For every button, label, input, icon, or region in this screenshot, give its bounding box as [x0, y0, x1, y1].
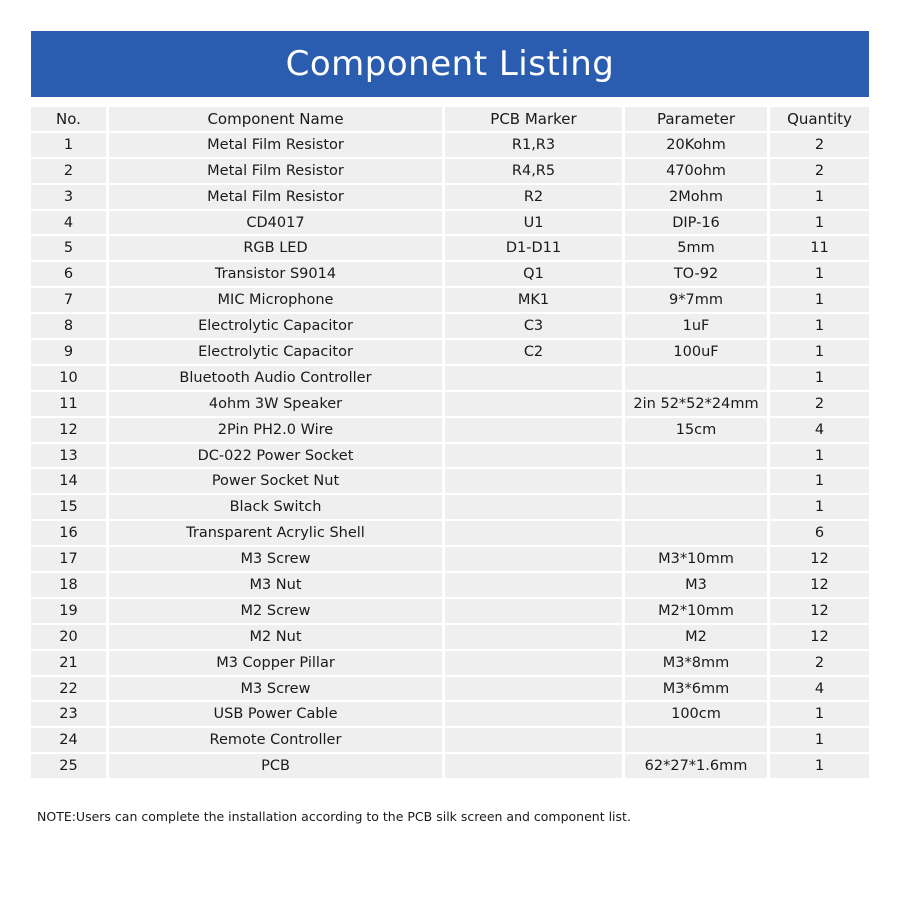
cell-component-name: M2 Nut [109, 625, 442, 649]
cell-pcb-marker [445, 547, 622, 571]
cell-parameter: 5mm [625, 236, 767, 260]
cell-parameter [625, 521, 767, 545]
cell-component-name: CD4017 [109, 211, 442, 235]
cell-component-name: Metal Film Resistor [109, 133, 442, 157]
cell-pcb-marker [445, 495, 622, 519]
table-row [31, 702, 869, 726]
cell-no: 25 [31, 754, 106, 778]
cell-parameter: M3*8mm [625, 651, 767, 675]
cell-pcb-marker [445, 392, 622, 416]
table-row [31, 469, 869, 493]
cell-quantity: 1 [770, 754, 869, 778]
table-row [31, 573, 869, 597]
table-row [31, 185, 869, 209]
cell-pcb-marker: C2 [445, 340, 622, 364]
cell-no: 19 [31, 599, 106, 623]
cell-quantity: 2 [770, 392, 869, 416]
cell-pcb-marker [445, 702, 622, 726]
cell-component-name: Transistor S9014 [109, 262, 442, 286]
cell-pcb-marker [445, 521, 622, 545]
page-title: Component Listing [285, 44, 615, 84]
cell-no: 17 [31, 547, 106, 571]
cell-quantity: 1 [770, 314, 869, 338]
cell-pcb-marker [445, 469, 622, 493]
cell-pcb-marker: U1 [445, 211, 622, 235]
cell-quantity: 1 [770, 211, 869, 235]
cell-pcb-marker [445, 728, 622, 752]
cell-component-name: M3 Copper Pillar [109, 651, 442, 675]
cell-quantity: 1 [770, 262, 869, 286]
cell-no: 2 [31, 159, 106, 183]
cell-no: 10 [31, 366, 106, 390]
header-quantity: Quantity [770, 107, 869, 131]
cell-parameter [625, 444, 767, 468]
cell-parameter: M2 [625, 625, 767, 649]
cell-parameter: 100cm [625, 702, 767, 726]
cell-quantity: 12 [770, 547, 869, 571]
table-header-row [31, 107, 869, 131]
cell-no: 18 [31, 573, 106, 597]
cell-parameter: 470ohm [625, 159, 767, 183]
cell-component-name: MIC Microphone [109, 288, 442, 312]
cell-component-name: Transparent Acrylic Shell [109, 521, 442, 545]
cell-pcb-marker: Q1 [445, 262, 622, 286]
table-row [31, 625, 869, 649]
cell-component-name: Bluetooth Audio Controller [109, 366, 442, 390]
cell-quantity: 1 [770, 728, 869, 752]
table-row [31, 651, 869, 675]
cell-quantity: 1 [770, 288, 869, 312]
cell-quantity: 2 [770, 133, 869, 157]
cell-quantity: 12 [770, 625, 869, 649]
cell-no: 8 [31, 314, 106, 338]
cell-component-name: Electrolytic Capacitor [109, 340, 442, 364]
table-row [31, 418, 869, 442]
cell-pcb-marker: D1-D11 [445, 236, 622, 260]
table-row [31, 159, 869, 183]
cell-pcb-marker: R1,R3 [445, 133, 622, 157]
table-row [31, 547, 869, 571]
cell-no: 11 [31, 392, 106, 416]
cell-component-name: PCB [109, 754, 442, 778]
table-row [31, 754, 869, 778]
cell-pcb-marker [445, 366, 622, 390]
cell-parameter: M3*10mm [625, 547, 767, 571]
table-row [31, 599, 869, 623]
cell-no: 9 [31, 340, 106, 364]
cell-no: 24 [31, 728, 106, 752]
table-row [31, 677, 869, 701]
cell-component-name: M3 Screw [109, 677, 442, 701]
cell-component-name: Black Switch [109, 495, 442, 519]
cell-pcb-marker [445, 754, 622, 778]
component-table [31, 107, 869, 780]
cell-parameter: 2in 52*52*24mm [625, 392, 767, 416]
cell-parameter [625, 495, 767, 519]
cell-quantity: 4 [770, 418, 869, 442]
header-parameter: Parameter [625, 107, 767, 131]
cell-component-name: Metal Film Resistor [109, 159, 442, 183]
cell-no: 13 [31, 444, 106, 468]
cell-no: 5 [31, 236, 106, 260]
cell-parameter: M2*10mm [625, 599, 767, 623]
cell-pcb-marker [445, 418, 622, 442]
cell-quantity: 1 [770, 444, 869, 468]
cell-pcb-marker: MK1 [445, 288, 622, 312]
cell-no: 1 [31, 133, 106, 157]
cell-component-name: Remote Controller [109, 728, 442, 752]
table-row [31, 236, 869, 260]
header-no: No. [31, 107, 106, 131]
cell-component-name: Power Socket Nut [109, 469, 442, 493]
cell-no: 15 [31, 495, 106, 519]
cell-quantity: 1 [770, 340, 869, 364]
cell-parameter: 1uF [625, 314, 767, 338]
header-component-name: Component Name [109, 107, 442, 131]
cell-parameter: 20Kohm [625, 133, 767, 157]
cell-pcb-marker [445, 677, 622, 701]
cell-pcb-marker: C3 [445, 314, 622, 338]
cell-parameter [625, 469, 767, 493]
table-row [31, 211, 869, 235]
header-pcb-marker: PCB Marker [445, 107, 622, 131]
cell-quantity: 11 [770, 236, 869, 260]
cell-quantity: 1 [770, 185, 869, 209]
table-row [31, 288, 869, 312]
title-banner [31, 31, 869, 97]
cell-parameter: 15cm [625, 418, 767, 442]
cell-no: 22 [31, 677, 106, 701]
cell-component-name: RGB LED [109, 236, 442, 260]
cell-no: 3 [31, 185, 106, 209]
table-row [31, 521, 869, 545]
cell-component-name: M2 Screw [109, 599, 442, 623]
cell-no: 6 [31, 262, 106, 286]
cell-parameter: TO-92 [625, 262, 767, 286]
cell-quantity: 12 [770, 573, 869, 597]
cell-pcb-marker: R4,R5 [445, 159, 622, 183]
cell-parameter: DIP-16 [625, 211, 767, 235]
cell-pcb-marker [445, 625, 622, 649]
cell-quantity: 6 [770, 521, 869, 545]
table-row [31, 262, 869, 286]
cell-parameter [625, 728, 767, 752]
cell-component-name: Metal Film Resistor [109, 185, 442, 209]
cell-component-name: M3 Nut [109, 573, 442, 597]
cell-no: 14 [31, 469, 106, 493]
cell-no: 12 [31, 418, 106, 442]
cell-parameter: 2Mohm [625, 185, 767, 209]
cell-no: 21 [31, 651, 106, 675]
table-row [31, 340, 869, 364]
cell-component-name: M3 Screw [109, 547, 442, 571]
cell-no: 20 [31, 625, 106, 649]
table-row [31, 495, 869, 519]
cell-no: 16 [31, 521, 106, 545]
cell-quantity: 2 [770, 159, 869, 183]
cell-no: 23 [31, 702, 106, 726]
table-body [31, 133, 869, 780]
cell-pcb-marker [445, 599, 622, 623]
cell-parameter: 9*7mm [625, 288, 767, 312]
cell-quantity: 1 [770, 366, 869, 390]
cell-parameter: M3*6mm [625, 677, 767, 701]
cell-parameter: M3 [625, 573, 767, 597]
table-row [31, 133, 869, 157]
cell-no: 7 [31, 288, 106, 312]
cell-quantity: 4 [770, 677, 869, 701]
cell-pcb-marker [445, 444, 622, 468]
cell-pcb-marker [445, 573, 622, 597]
cell-parameter: 100uF [625, 340, 767, 364]
cell-quantity: 1 [770, 702, 869, 726]
cell-quantity: 12 [770, 599, 869, 623]
cell-quantity: 2 [770, 651, 869, 675]
cell-component-name: 4ohm 3W Speaker [109, 392, 442, 416]
cell-component-name: Electrolytic Capacitor [109, 314, 442, 338]
cell-quantity: 1 [770, 469, 869, 493]
table-row [31, 366, 869, 390]
cell-parameter: 62*27*1.6mm [625, 754, 767, 778]
cell-component-name: 2Pin PH2.0 Wire [109, 418, 442, 442]
cell-pcb-marker [445, 651, 622, 675]
table-row [31, 728, 869, 752]
table-row [31, 444, 869, 468]
table-row [31, 314, 869, 338]
installation-note: NOTE:Users can complete the installation according to the PCB silk screen and component list. [37, 809, 631, 824]
cell-no: 4 [31, 211, 106, 235]
cell-quantity: 1 [770, 495, 869, 519]
cell-component-name: USB Power Cable [109, 702, 442, 726]
cell-component-name: DC-022 Power Socket [109, 444, 442, 468]
cell-parameter [625, 366, 767, 390]
table-row [31, 392, 869, 416]
cell-pcb-marker: R2 [445, 185, 622, 209]
